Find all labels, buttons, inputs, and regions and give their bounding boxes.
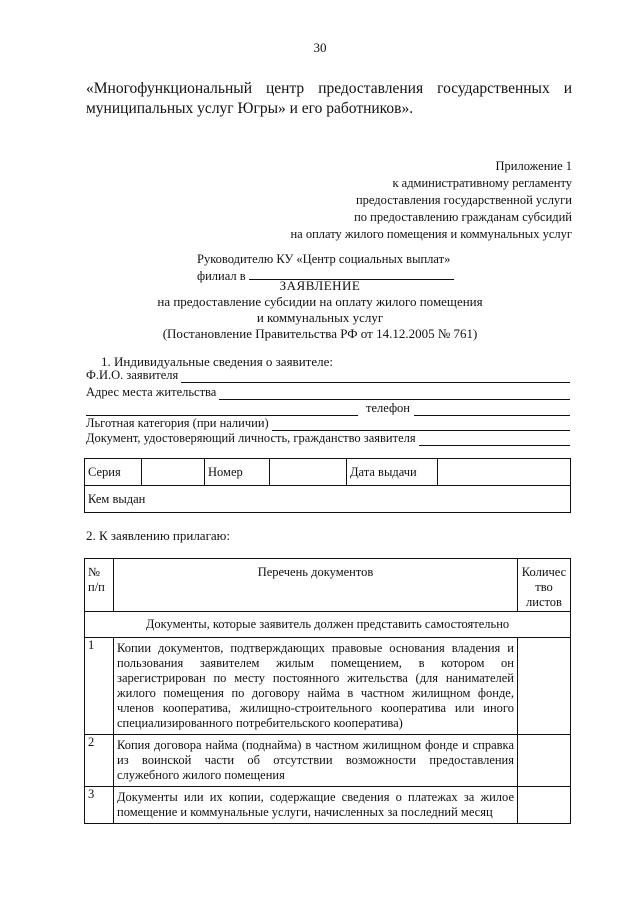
appendix-line: предоставления государственной услуги [355, 193, 572, 207]
number-field[interactable] [270, 459, 347, 486]
page-number: 30 [313, 40, 327, 55]
series-label: Серия [85, 459, 142, 486]
title-line: (Постановление Правительства РФ от 14.12.2005 № 761) [162, 326, 478, 341]
documents-table [84, 558, 571, 824]
id-document-row [86, 430, 570, 446]
row-count-field[interactable] [518, 735, 571, 787]
intro-line-1 [86, 79, 572, 99]
row-count-field[interactable] [518, 638, 571, 735]
number-label: Номер [205, 459, 270, 486]
fio-label: Ф.И.О. заявителя [86, 368, 179, 382]
row-number: 3 [85, 787, 114, 824]
table-row [85, 638, 571, 735]
col-count-header: Количес тво листов [518, 559, 571, 612]
docs-header-row [85, 559, 571, 612]
appendix-line: Приложение 1 [495, 159, 572, 173]
title-heading: ЗАЯВЛЕНИЕ [279, 278, 361, 293]
phone-label: телефон [366, 401, 410, 415]
intro-word: и [563, 80, 572, 97]
address-phone-row [86, 400, 570, 416]
fio-field[interactable] [181, 370, 570, 383]
category-row [86, 415, 570, 431]
address-row [86, 384, 570, 400]
intro-word: государственных [437, 80, 550, 97]
passport-table [84, 458, 571, 513]
id-document-field[interactable] [419, 433, 570, 446]
docs-subheading-row [85, 612, 571, 638]
passport-row [85, 459, 571, 486]
row-number: 2 [85, 735, 114, 787]
issue-date-label: Дата выдачи [347, 459, 438, 486]
category-label: Льготная категория (при наличии) [86, 416, 269, 430]
row-description: Копия договора найма (поднайма) в частном жилищном фонде и справка из воинской части об отсутствии возможности предоставления служебного жилого помещения [114, 735, 518, 787]
passport-row [85, 486, 571, 513]
docs-subheading: Документы, которые заявитель должен представить самостоятельно [85, 612, 571, 638]
col-num-header: № п/п [85, 559, 114, 612]
appendix-block [290, 158, 572, 243]
address-label: Адрес места жительства [86, 385, 217, 399]
title-line: на предоставление субсидии на оплату жилого помещения [157, 294, 483, 309]
table-row [85, 735, 571, 787]
document-title [0, 278, 640, 342]
issue-date-field[interactable] [438, 459, 571, 486]
branch-label: филиал в [197, 269, 246, 283]
addressee-line: Руководителю КУ «Центр социальных выплат» [197, 252, 451, 266]
row-number: 1 [85, 638, 114, 735]
appendix-line: на оплату жилого помещения и коммунальных услуг [290, 227, 572, 241]
section-2-heading: 2. К заявлению прилагаю: [86, 528, 231, 543]
issued-by-label: Кем выдан [88, 491, 146, 506]
intro-line-2: муниципальных услуг Югры» и его работников». [86, 100, 414, 117]
section-1-heading: 1. Индивидуальные сведения о заявителе: [101, 354, 333, 369]
intro-word: центр [266, 80, 305, 97]
id-document-label: Документ, удостоверяющий личность, гражданство заявителя [86, 431, 416, 445]
row-count-field[interactable] [518, 787, 571, 824]
appendix-line: к административному регламенту [392, 176, 572, 190]
col-list-header: Перечень документов [114, 559, 518, 612]
issued-by-cell[interactable] [85, 486, 571, 513]
row-description: Копии документов, подтверждающих правовые основания владения и пользования заявителем жилым помещением, в котором он зарегистрирован по месту постоянного жительства (для нанимателей жилого помещения по договору найма в частном жилищном фонде, членов кооператива, жилищно-строительного кооператива или иного специализированного потребительского кооператива) [114, 638, 518, 735]
intro-paragraph [86, 79, 572, 119]
intro-word: предоставления [318, 80, 424, 97]
row-description: Документы или их копии, содержащие сведения о платежах за жилое помещение и коммунальные услуги, начисленных за последний месяц [114, 787, 518, 824]
intro-word: «Многофункциональный [86, 80, 252, 97]
table-row [85, 787, 571, 824]
series-field[interactable] [142, 459, 205, 486]
appendix-line: по предоставлению гражданам субсидий [354, 210, 572, 224]
fio-row [86, 367, 570, 383]
address-field[interactable] [219, 387, 570, 400]
title-line: и коммунальных услуг [256, 310, 384, 325]
